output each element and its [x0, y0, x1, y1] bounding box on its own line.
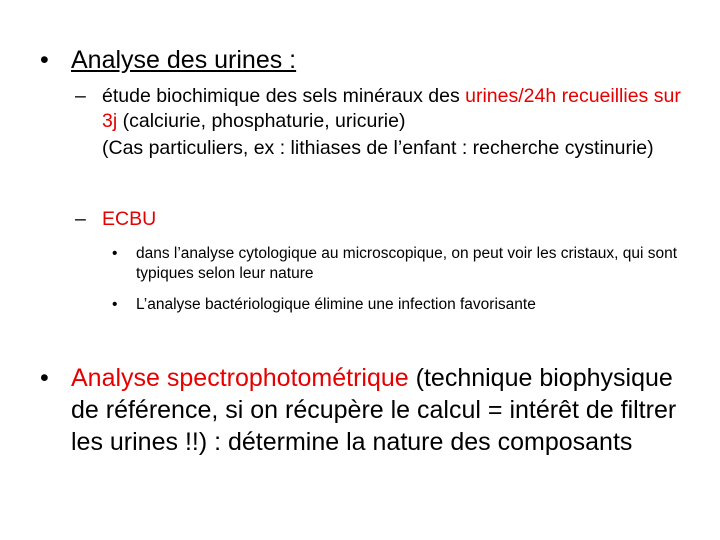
- ecbu-subitem-text: L’analyse bactériologique élimine une infection favorisante: [136, 296, 536, 313]
- highlight-urines-24h: urines/24h recueillies sur 3j: [102, 85, 681, 132]
- subitem-text: [102, 84, 695, 161]
- spectro-text: [71, 362, 690, 458]
- bullet-icon: •: [40, 364, 49, 392]
- text-part-a: étude biochimique des sels minéraux des: [102, 85, 466, 107]
- dash-icon: –: [75, 85, 86, 107]
- bullet-icon: •: [112, 245, 118, 262]
- bullet-analyse-spectro: [40, 362, 690, 458]
- subitem-etude-biochimique: [75, 84, 695, 161]
- spectro-rest: (technique biophysique de référence, si on récupère le calcul = intérêt de filtrer les urines !!) : détermine la nature des composants: [71, 364, 677, 456]
- text-part-b: (calciurie, phosphaturie, uricurie): [117, 109, 406, 132]
- note-cas-particuliers: (Cas particuliers, ex : lithiases de l’enfant : recherche cystinurie): [102, 137, 654, 159]
- ecbu-subitem-bacteriologique: [112, 295, 692, 315]
- ecbu-subitem-text: dans l’analyse cytologique au microscopique, on peut voir les cristaux, qui sont typiques selon leur nature: [136, 245, 678, 282]
- bullet-icon: •: [112, 296, 118, 313]
- dash-icon: –: [75, 208, 86, 230]
- highlight-analyse-spectro: Analyse spectrophotométrique: [71, 364, 409, 392]
- subitem-ecbu: [75, 207, 695, 232]
- ecbu-subitem-cytologique: [112, 244, 692, 284]
- ecbu-label: ECBU: [102, 208, 157, 230]
- bullet-icon: •: [40, 46, 49, 74]
- bullet-analyse-urines: [40, 44, 690, 76]
- section-title-analyse-urines: Analyse des urines :: [71, 46, 297, 74]
